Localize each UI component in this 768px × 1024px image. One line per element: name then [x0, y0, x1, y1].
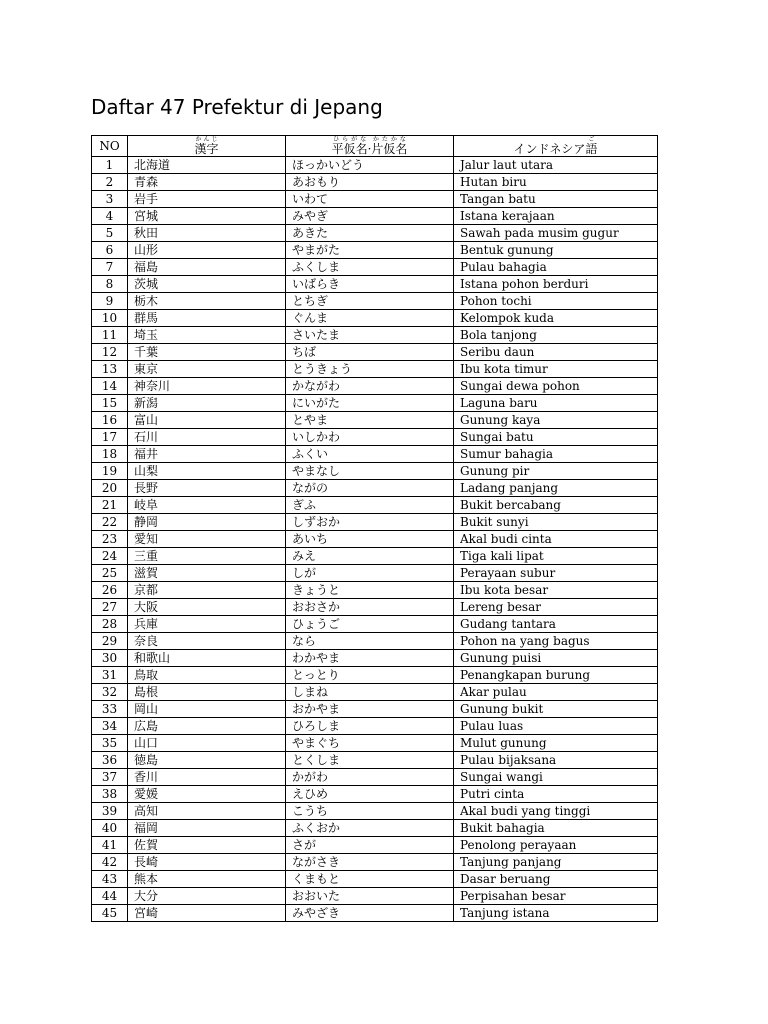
cell-number: 37: [92, 769, 128, 786]
cell-kanji: 鳥取: [128, 667, 286, 684]
cell-indonesian: Bukit bercabang: [454, 497, 658, 514]
cell-number: 28: [92, 616, 128, 633]
cell-number: 34: [92, 718, 128, 735]
cell-kana: あいち: [286, 531, 454, 548]
table-row: [92, 378, 658, 395]
cell-indonesian: Bola tanjong: [454, 327, 658, 344]
table-row: [92, 650, 658, 667]
cell-kanji: 群馬: [128, 310, 286, 327]
table-row: [92, 548, 658, 565]
cell-number: 39: [92, 803, 128, 820]
cell-number: 45: [92, 905, 128, 922]
cell-indonesian: Akar pulau: [454, 684, 658, 701]
cell-indonesian: Penolong perayaan: [454, 837, 658, 854]
cell-kanji: 滋賀: [128, 565, 286, 582]
table-row: [92, 395, 658, 412]
header-kanji-ruby: かんじ: [194, 136, 219, 143]
table-row: [92, 786, 658, 803]
table-row: [92, 752, 658, 769]
table-row: [92, 361, 658, 378]
cell-kanji: 静岡: [128, 514, 286, 531]
cell-kana: ほっかいどう: [286, 157, 454, 174]
cell-kana: おおさか: [286, 599, 454, 616]
cell-indonesian: Jalur laut utara: [454, 157, 658, 174]
cell-kanji: 兵庫: [128, 616, 286, 633]
table-row: [92, 582, 658, 599]
cell-number: 18: [92, 446, 128, 463]
cell-number: 44: [92, 888, 128, 905]
table-row: [92, 684, 658, 701]
table-row: [92, 871, 658, 888]
cell-indonesian: Sumur bahagia: [454, 446, 658, 463]
cell-kana: しが: [286, 565, 454, 582]
cell-kanji: 長崎: [128, 854, 286, 871]
cell-number: 22: [92, 514, 128, 531]
cell-indonesian: Akal budi yang tinggi: [454, 803, 658, 820]
cell-indonesian: Pulau bahagia: [454, 259, 658, 276]
cell-number: 43: [92, 871, 128, 888]
table-row: [92, 854, 658, 871]
cell-kana: くまもと: [286, 871, 454, 888]
cell-kana: あきた: [286, 225, 454, 242]
cell-kana: ふくい: [286, 446, 454, 463]
cell-kana: なら: [286, 633, 454, 650]
cell-number: 38: [92, 786, 128, 803]
cell-number: 1: [92, 157, 128, 174]
cell-number: 24: [92, 548, 128, 565]
cell-number: 32: [92, 684, 128, 701]
table-row: [92, 633, 658, 650]
cell-kana: みえ: [286, 548, 454, 565]
cell-kanji: 高知: [128, 803, 286, 820]
table-row: [92, 208, 658, 225]
cell-indonesian: Gudang tantara: [454, 616, 658, 633]
table-row: [92, 480, 658, 497]
cell-kana: ながさき: [286, 854, 454, 871]
cell-kanji: 岡山: [128, 701, 286, 718]
header-go-text: 語: [585, 142, 598, 156]
cell-indonesian: Seribu daun: [454, 344, 658, 361]
cell-kana: とっとり: [286, 667, 454, 684]
cell-kanji: 岩手: [128, 191, 286, 208]
prefecture-table: [91, 135, 658, 922]
cell-kanji: 北海道: [128, 157, 286, 174]
cell-number: 2: [92, 174, 128, 191]
cell-indonesian: Pohon tochi: [454, 293, 658, 310]
cell-kanji: 長野: [128, 480, 286, 497]
cell-indonesian: Sungai batu: [454, 429, 658, 446]
cell-kanji: 大阪: [128, 599, 286, 616]
cell-kanji: 福島: [128, 259, 286, 276]
cell-kana: わかやま: [286, 650, 454, 667]
cell-number: 15: [92, 395, 128, 412]
table-row: [92, 429, 658, 446]
table-row: [92, 327, 658, 344]
table-row: [92, 463, 658, 480]
table-row: [92, 497, 658, 514]
cell-number: 5: [92, 225, 128, 242]
cell-kana: いしかわ: [286, 429, 454, 446]
table-row: [92, 803, 658, 820]
cell-kana: ふくおか: [286, 820, 454, 837]
header-go-ruby: ご: [585, 136, 598, 143]
cell-indonesian: Perayaan subur: [454, 565, 658, 582]
table-row: [92, 905, 658, 922]
cell-kana: あおもり: [286, 174, 454, 191]
cell-kana: ぎふ: [286, 497, 454, 514]
cell-indonesian: Tanjung istana: [454, 905, 658, 922]
table-row: [92, 616, 658, 633]
cell-kanji: 宮城: [128, 208, 286, 225]
cell-kanji: 新潟: [128, 395, 286, 412]
cell-number: 9: [92, 293, 128, 310]
header-kana: [286, 136, 454, 157]
cell-kanji: 栃木: [128, 293, 286, 310]
cell-kana: とちぎ: [286, 293, 454, 310]
cell-kanji: 東京: [128, 361, 286, 378]
cell-indonesian: Sungai wangi: [454, 769, 658, 786]
cell-indonesian: Gunung puisi: [454, 650, 658, 667]
cell-indonesian: Hutan biru: [454, 174, 658, 191]
cell-indonesian: Pulau luas: [454, 718, 658, 735]
table-row: [92, 310, 658, 327]
cell-number: 14: [92, 378, 128, 395]
table-row: [92, 565, 658, 582]
cell-kana: みやぎ: [286, 208, 454, 225]
cell-kanji: 茨城: [128, 276, 286, 293]
header-katakana-text: 片仮名: [371, 142, 408, 156]
cell-number: 20: [92, 480, 128, 497]
table-row: [92, 667, 658, 684]
cell-kana: かがわ: [286, 769, 454, 786]
cell-indonesian: Sungai dewa pohon: [454, 378, 658, 395]
cell-kanji: 宮崎: [128, 905, 286, 922]
cell-indonesian: Bukit sunyi: [454, 514, 658, 531]
cell-number: 29: [92, 633, 128, 650]
cell-number: 30: [92, 650, 128, 667]
table-row: [92, 514, 658, 531]
cell-indonesian: Gunung bukit: [454, 701, 658, 718]
cell-kana: とうきょう: [286, 361, 454, 378]
cell-kanji: 香川: [128, 769, 286, 786]
cell-indonesian: Istana kerajaan: [454, 208, 658, 225]
cell-indonesian: Gunung pir: [454, 463, 658, 480]
table-row: [92, 242, 658, 259]
cell-kanji: 富山: [128, 412, 286, 429]
header-hiragana-text: 平仮名: [331, 142, 368, 156]
cell-indonesian: Putri cinta: [454, 786, 658, 803]
cell-kanji: 福岡: [128, 820, 286, 837]
cell-kana: やまがた: [286, 242, 454, 259]
cell-number: 6: [92, 242, 128, 259]
table-row: [92, 735, 658, 752]
cell-number: 11: [92, 327, 128, 344]
cell-indonesian: Perpisahan besar: [454, 888, 658, 905]
cell-kanji: 山口: [128, 735, 286, 752]
cell-number: 13: [92, 361, 128, 378]
cell-indonesian: Bukit bahagia: [454, 820, 658, 837]
cell-kana: ふくしま: [286, 259, 454, 276]
cell-indonesian: Mulut gunung: [454, 735, 658, 752]
cell-number: 12: [92, 344, 128, 361]
table-row: [92, 769, 658, 786]
cell-indonesian: Tangan batu: [454, 191, 658, 208]
cell-number: 27: [92, 599, 128, 616]
header-katakana-ruby: かたかな: [371, 136, 408, 143]
cell-indonesian: Lereng besar: [454, 599, 658, 616]
cell-number: 8: [92, 276, 128, 293]
table-row: [92, 718, 658, 735]
header-indonesia-text: インドネシア: [513, 142, 586, 156]
cell-indonesian: Ibu kota besar: [454, 582, 658, 599]
cell-kanji: 京都: [128, 582, 286, 599]
cell-kana: にいがた: [286, 395, 454, 412]
cell-indonesian: Ibu kota timur: [454, 361, 658, 378]
cell-kanji: 山形: [128, 242, 286, 259]
table-row: [92, 344, 658, 361]
cell-number: 26: [92, 582, 128, 599]
cell-number: 17: [92, 429, 128, 446]
cell-number: 19: [92, 463, 128, 480]
cell-number: 31: [92, 667, 128, 684]
cell-kana: やまぐち: [286, 735, 454, 752]
table-row: [92, 157, 658, 174]
cell-indonesian: Sawah pada musim gugur: [454, 225, 658, 242]
cell-indonesian: Ladang panjang: [454, 480, 658, 497]
cell-number: 33: [92, 701, 128, 718]
cell-kana: きょうと: [286, 582, 454, 599]
cell-kana: おおいた: [286, 888, 454, 905]
cell-kanji: 三重: [128, 548, 286, 565]
cell-number: 10: [92, 310, 128, 327]
header-kanji-text: 漢字: [194, 142, 219, 156]
cell-kana: おかやま: [286, 701, 454, 718]
cell-number: 21: [92, 497, 128, 514]
table-row: [92, 191, 658, 208]
cell-indonesian: Pulau bijaksana: [454, 752, 658, 769]
cell-kana: いわて: [286, 191, 454, 208]
cell-kana: ちば: [286, 344, 454, 361]
cell-kanji: 山梨: [128, 463, 286, 480]
cell-number: 40: [92, 820, 128, 837]
table-row: [92, 837, 658, 854]
cell-indonesian: Laguna baru: [454, 395, 658, 412]
cell-kanji: 愛知: [128, 531, 286, 548]
cell-kana: ながの: [286, 480, 454, 497]
table-row: [92, 174, 658, 191]
cell-kana: さが: [286, 837, 454, 854]
cell-kana: ひろしま: [286, 718, 454, 735]
cell-kanji: 青森: [128, 174, 286, 191]
header-kana-separator: ·: [367, 142, 372, 156]
cell-number: 3: [92, 191, 128, 208]
cell-number: 7: [92, 259, 128, 276]
table-row: [92, 259, 658, 276]
cell-kana: やまなし: [286, 463, 454, 480]
cell-kanji: 佐賀: [128, 837, 286, 854]
cell-kanji: 奈良: [128, 633, 286, 650]
cell-kanji: 熊本: [128, 871, 286, 888]
table-row: [92, 531, 658, 548]
header-no: NO: [92, 136, 128, 157]
cell-kana: しずおか: [286, 514, 454, 531]
cell-kana: いばらき: [286, 276, 454, 293]
cell-kanji: 和歌山: [128, 650, 286, 667]
cell-number: 4: [92, 208, 128, 225]
cell-kanji: 島根: [128, 684, 286, 701]
table-row: [92, 888, 658, 905]
cell-indonesian: Kelompok kuda: [454, 310, 658, 327]
cell-number: 36: [92, 752, 128, 769]
header-indonesian: [454, 136, 658, 157]
cell-indonesian: Tiga kali lipat: [454, 548, 658, 565]
cell-indonesian: Gunung kaya: [454, 412, 658, 429]
cell-kana: えひめ: [286, 786, 454, 803]
cell-number: 16: [92, 412, 128, 429]
cell-number: 25: [92, 565, 128, 582]
cell-kanji: 埼玉: [128, 327, 286, 344]
cell-kana: こうち: [286, 803, 454, 820]
cell-kana: みやざき: [286, 905, 454, 922]
cell-kanji: 愛媛: [128, 786, 286, 803]
table-row: [92, 599, 658, 616]
cell-indonesian: Tanjung panjang: [454, 854, 658, 871]
table-header-row: [92, 136, 658, 157]
cell-indonesian: Bentuk gunung: [454, 242, 658, 259]
cell-kanji: 福井: [128, 446, 286, 463]
cell-kana: とくしま: [286, 752, 454, 769]
cell-kanji: 広島: [128, 718, 286, 735]
cell-kana: しまね: [286, 684, 454, 701]
cell-indonesian: Istana pohon berduri: [454, 276, 658, 293]
table-row: [92, 225, 658, 242]
table-row: [92, 293, 658, 310]
cell-number: 23: [92, 531, 128, 548]
cell-indonesian: Akal budi cinta: [454, 531, 658, 548]
table-row: [92, 701, 658, 718]
cell-kanji: 神奈川: [128, 378, 286, 395]
table-row: [92, 276, 658, 293]
table-row: [92, 446, 658, 463]
cell-kana: ぐんま: [286, 310, 454, 327]
cell-kanji: 大分: [128, 888, 286, 905]
table-row: [92, 820, 658, 837]
cell-indonesian: Dasar beruang: [454, 871, 658, 888]
cell-kanji: 石川: [128, 429, 286, 446]
cell-indonesian: Pohon na yang bagus: [454, 633, 658, 650]
header-kanji: [128, 136, 286, 157]
cell-indonesian: Penangkapan burung: [454, 667, 658, 684]
cell-kanji: 岐阜: [128, 497, 286, 514]
header-hiragana-ruby: ひらがな: [331, 136, 368, 143]
cell-kanji: 秋田: [128, 225, 286, 242]
cell-kana: ひょうご: [286, 616, 454, 633]
cell-kana: さいたま: [286, 327, 454, 344]
cell-kanji: 徳島: [128, 752, 286, 769]
cell-kanji: 千葉: [128, 344, 286, 361]
cell-number: 42: [92, 854, 128, 871]
table-body: [92, 157, 658, 922]
cell-number: 41: [92, 837, 128, 854]
table-row: [92, 412, 658, 429]
cell-kana: とやま: [286, 412, 454, 429]
cell-kana: かながわ: [286, 378, 454, 395]
page-title: Daftar 47 Prefektur di Jepang: [91, 95, 383, 119]
cell-number: 35: [92, 735, 128, 752]
